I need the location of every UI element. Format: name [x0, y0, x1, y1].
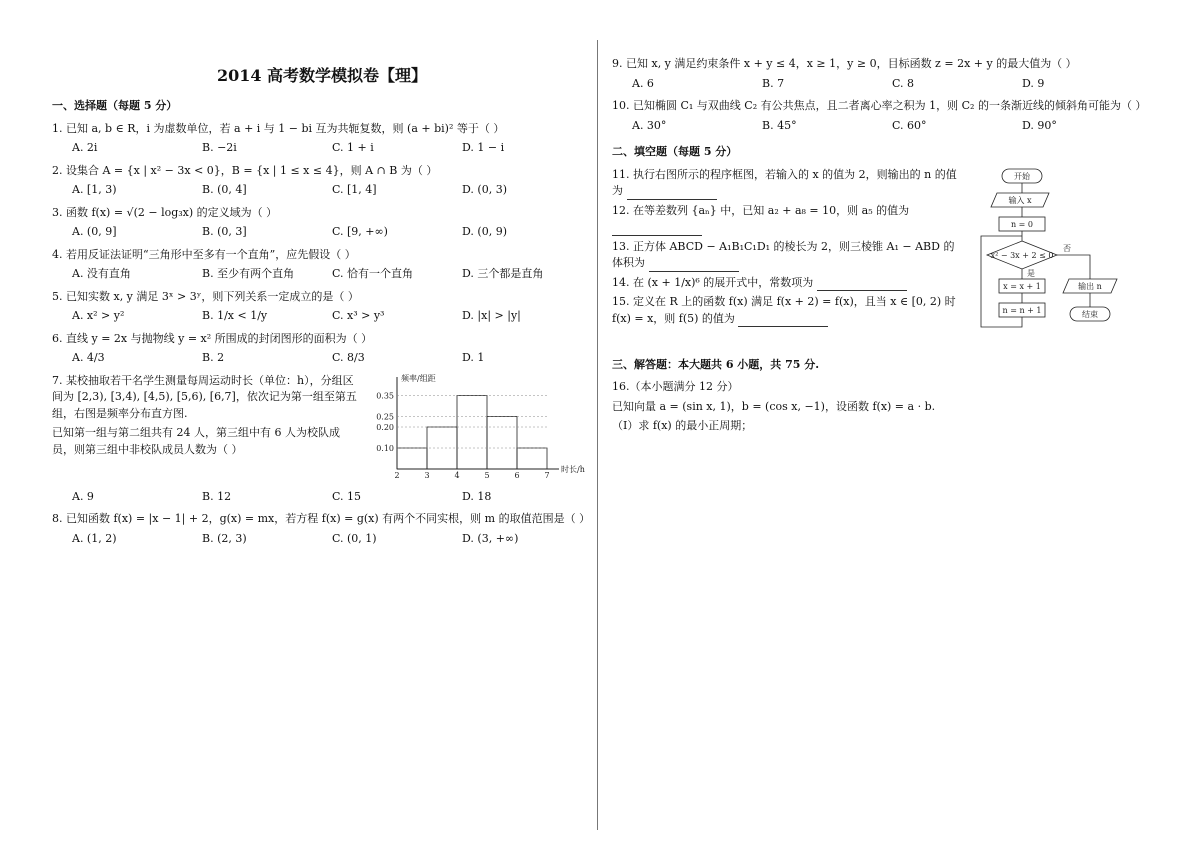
section-solve: 三、解答题：本大题共 6 小题，共 75 分. [612, 357, 820, 371]
question-text: 5. 已知实数 x, y 满足 3ˣ > 3ʸ，则下列关系一定成立的是（ ） [52, 289, 359, 303]
question-options [632, 118, 1152, 135]
option: D. 18 [462, 489, 492, 503]
option: D. (0, 3) [462, 183, 507, 196]
q7-block [52, 373, 592, 485]
flow-condition: x² − 3x + 2 ≤ 0 [990, 250, 1054, 260]
question-text: 9. 已知 x, y 满足约束条件 x + y ≤ 4，x ≥ 1，y ≥ 0，目标函数 z = 2x + y 的最大值为（ ） [612, 57, 1077, 70]
y-tick-label: 0.35 [376, 391, 394, 400]
x-tick-label: 2 [394, 470, 400, 480]
option: B. 45° [762, 118, 797, 132]
histogram-bar [397, 448, 427, 469]
option: B. −2i [202, 141, 237, 154]
option: B. (0, 4] [202, 183, 247, 196]
flow-output: 输出 n [1078, 281, 1102, 291]
left-questions [52, 121, 592, 367]
option: A. 6 [632, 76, 654, 90]
right-column [612, 56, 1152, 438]
option: C. [9, +∞) [332, 225, 388, 238]
option: B. 2 [202, 351, 225, 364]
fill-question-text: 14. 在 (x + 1/x)⁶ 的展开式中，常数项为 [612, 275, 814, 289]
x-axis-label: 时长/h [561, 464, 585, 474]
q8-options [72, 531, 592, 548]
flow-step2: n = n + 1 [1002, 305, 1042, 315]
fill-question-text: 13. 正方体 ABCD − A₁B₁C₁D₁ 的棱长为 2，则三棱锥 A₁ − ABD 的体积为 [612, 239, 955, 269]
fill-question-text: 12. 在等差数列 {aₙ} 中，已知 a₂ + a₈ = 10，则 a₅ 的值为 [612, 203, 910, 217]
fill-question-text: 15. 定义在 R 上的函数 f(x) 满足 f(x + 2) = f(x)，且当 x ∈ [0, 2) 时 f(x) = x，则 f(5) 的值为 [612, 295, 956, 325]
option: A. (1, 2) [72, 531, 117, 545]
section-choice: 一、选择题（每题 5 分） [52, 99, 178, 112]
option: D. (0, 9) [462, 225, 507, 238]
question-options [72, 308, 592, 325]
answer-blank [649, 259, 739, 272]
option: A. 9 [72, 489, 94, 503]
y-axis-label: 频率/组距 [401, 373, 436, 383]
option: A. 4/3 [72, 351, 105, 364]
option: C. 恰有一个直角 [332, 267, 414, 280]
option: D. (3, +∞) [462, 531, 519, 545]
right-questions [612, 56, 1152, 134]
fill-question-text: 11. 执行右图所示的程序框图，若输入的 x 的值为 2，则输出的 n 的值为 [612, 167, 957, 197]
left-column [52, 56, 592, 553]
option: D. 三个都是直角 [462, 267, 544, 280]
q7-line-1: 7. 某校抽取若干名学生测量每周运动时长（单位：h），分组区间为 [2,3), [3,4), [4,5), [5,6), [6,7]，依次记为第一组至第五组，右图是频率分布直方图. [52, 373, 357, 420]
flow-yes: 是 [1027, 268, 1035, 278]
x-tick-label: 3 [424, 470, 430, 480]
flow-init: n = 0 [1010, 219, 1034, 229]
option: D. 1 [462, 351, 485, 364]
option: D. 9 [1022, 76, 1045, 90]
option: D. 90° [1022, 118, 1057, 132]
fill-question [612, 203, 962, 236]
option: B. 至少有两个直角 [202, 267, 295, 280]
option: A. (0, 9] [72, 225, 117, 238]
question-text: 1. 已知 a, b ∈ R，i 为虚数单位，若 a + i 与 1 − bi 互为共轭复数，则 (a + bi)² 等于（ ） [52, 121, 505, 135]
q7-options [72, 489, 592, 506]
y-tick-label: 0.20 [376, 422, 394, 432]
answer-blank [817, 278, 907, 291]
flow-no: 否 [1063, 243, 1071, 253]
question-text: 6. 直线 y = 2x 与抛物线 y = x² 所围成的封闭图形的面积为（ ） [52, 331, 373, 345]
answer-blank [627, 187, 717, 200]
question-options [72, 182, 592, 199]
q7-line-2: 已知第一组与第二组共有 24 人，第三组中有 6 人为校队成员，则第三组中非校队成员人数为（ ） [52, 426, 340, 456]
answer-blank [738, 314, 828, 327]
option: B. 1/x < 1/y [202, 309, 268, 322]
option: A. x² > y² [72, 309, 125, 322]
question-options [72, 350, 592, 367]
fill-questions [612, 167, 962, 328]
option: B. 7 [762, 76, 785, 90]
option: D. |x| > |y| [462, 309, 521, 322]
x-tick-label: 5 [484, 470, 490, 480]
flow-input: 输入 x [1008, 195, 1032, 205]
option: B. (2, 3) [202, 531, 247, 545]
flow-end: 结束 [1082, 309, 1098, 319]
fill-question [612, 294, 962, 327]
fill-question [612, 275, 962, 292]
option: C. 8/3 [332, 351, 365, 364]
fill-question [612, 239, 962, 272]
question-text: 2. 设集合 A = {x | x² − 3x < 0}，B = {x | 1 ≤ x ≤ 4}，则 A ∩ B 为（ ） [52, 163, 438, 177]
question-options [72, 224, 592, 241]
flow-step1: x = x + 1 [1003, 281, 1041, 291]
flow-start: 开始 [1014, 171, 1030, 181]
option: A. [1, 3) [72, 183, 117, 196]
x-tick-label: 7 [544, 470, 550, 480]
question-options [72, 140, 592, 157]
q8-text: 8. 已知函数 f(x) = |x − 1| + 2，g(x) = mx，若方程 f(x) = g(x) 有两个不同实根，则 m 的取值范围是（ ） [52, 512, 591, 525]
option: B. 12 [202, 489, 232, 503]
histogram-bar [457, 395, 487, 469]
section-fill: 二、填空题（每题 5 分） [612, 145, 738, 158]
option: B. (0, 3] [202, 225, 247, 238]
option: C. 8 [892, 76, 915, 90]
q16-body: 已知向量 a = (sin x, 1)，b = (cos x, −1)，设函数 f(x) = a · b. [612, 399, 936, 413]
option: A. 没有直角 [72, 267, 131, 280]
answer-blank [612, 223, 702, 236]
flowchart [977, 167, 1147, 357]
option: C. 1 + i [332, 141, 374, 154]
frequency-histogram [367, 373, 585, 485]
option: C. [1, 4] [332, 183, 377, 196]
column-divider [597, 40, 598, 830]
option: C. 60° [892, 118, 927, 132]
option: C. (0, 1) [332, 531, 377, 545]
option: A. 2i [72, 141, 98, 154]
q16-part: （Ⅰ）求 f(x) 的最小正周期； [612, 419, 753, 432]
question-text: 4. 若用反证法证明“三角形中至多有一个直角”，应先假设（ ） [52, 247, 356, 261]
q16-head: 16.（本小题满分 12 分） [612, 380, 739, 393]
question-text: 3. 函数 f(x) = √(2 − log₃x) 的定义域为（ ） [52, 205, 278, 219]
histogram-bar [487, 416, 517, 469]
option: A. 30° [632, 118, 667, 132]
fill-question [612, 167, 962, 200]
fill-block [612, 167, 1152, 347]
x-tick-label: 4 [454, 470, 460, 480]
option: C. 15 [332, 489, 362, 503]
option: C. x³ > y³ [332, 309, 385, 322]
question-text: 10. 已知椭圆 C₁ 与双曲线 C₂ 有公共焦点，且二者离心率之积为 1，则 C₂ 的一条渐近线的倾斜角可能为（ ） [612, 99, 1147, 112]
question-options [632, 76, 1152, 93]
histogram-bar [517, 448, 547, 469]
page-title: 2014 高考数学模拟卷【理】 [216, 66, 428, 85]
question-options [72, 266, 592, 283]
option: D. 1 − i [462, 141, 505, 154]
x-tick-label: 6 [514, 470, 520, 480]
y-tick-label: 0.25 [376, 412, 394, 421]
y-tick-label: 0.10 [376, 443, 394, 453]
